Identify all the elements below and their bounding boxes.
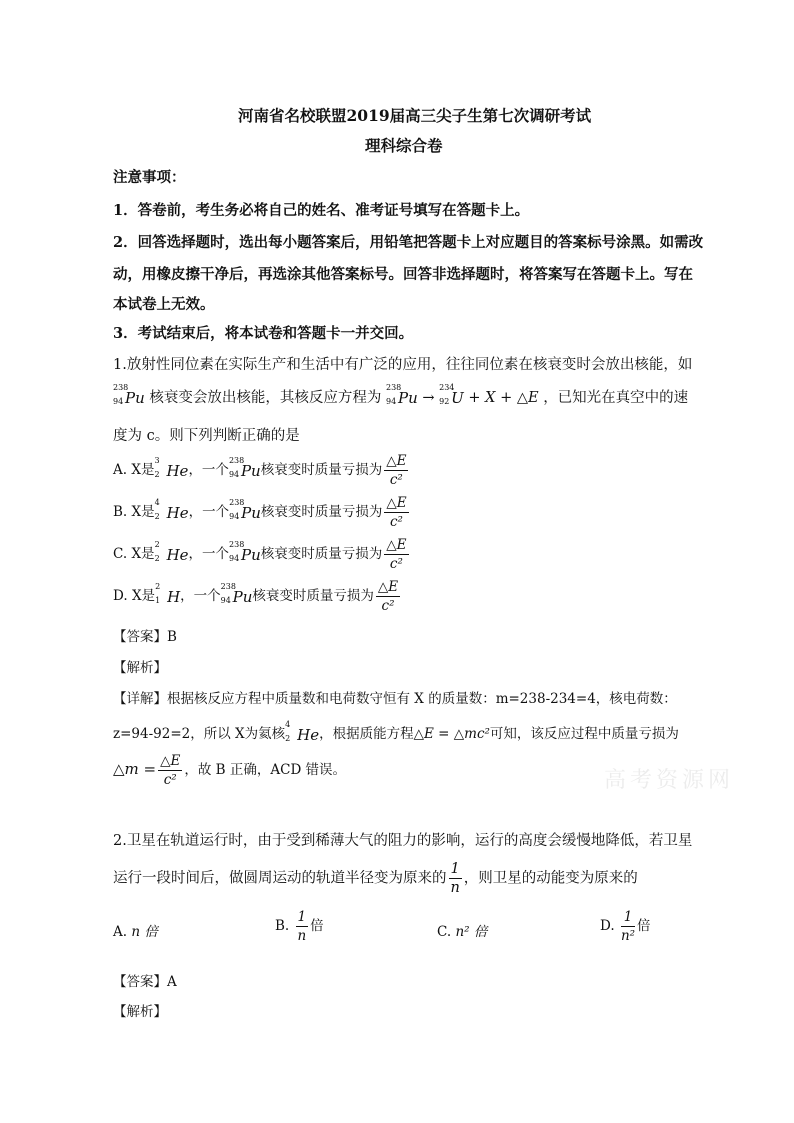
q2-analysis-heading: 【解析】 bbox=[113, 1004, 167, 1020]
q1-stem-line1: 1.放射性同位素在实际生产和生活中有广泛的应用，往往同位素在核衰变时会放出核能，如 bbox=[113, 357, 693, 373]
document-title: 河南省名校联盟2019届高三尖子生第七次调研考试 bbox=[238, 106, 592, 125]
q2-stem-line1: 2.卫星在轨道运行时，由于受到稀薄大气的阻力的影响，运行的高度会缓慢地降低，若卫星 bbox=[113, 833, 693, 849]
notice-item: 动，用橡皮擦干净后，再选涂其他答案标号。回答非选择题时，将答案写在答题卡上。写在 bbox=[113, 266, 693, 283]
q1-stem-line2: 238 94 Pu 核衰变会放出核能，其核反应方程为 238 94 Pu → 234 92 U + X + △E ，已知光在真空中的速 bbox=[113, 383, 689, 407]
notice-item: 本试卷上无效。 bbox=[113, 296, 215, 313]
fraction: $\frac{\triangle E}{\text{c²}}$ bbox=[386, 495, 407, 530]
watermark: 高考资源网 bbox=[604, 768, 735, 793]
u-isotope: 234 92 U bbox=[439, 383, 464, 407]
fraction: $\frac{1}{n}$ bbox=[297, 909, 307, 944]
q1-analysis-heading: 【解析】 bbox=[113, 660, 167, 676]
q1-option-d: D. X是 2 1 H，一个 238 94 Pu核衰变时质量亏损为 $\frac{\triangle E}{\text{c²}}$ bbox=[113, 579, 399, 614]
fraction: $\frac{\triangle E}{\text{c²}}$ bbox=[377, 579, 399, 614]
notice-item: 3．考试结束后，将本试卷和答题卡一并交回。 bbox=[113, 325, 414, 342]
q1-option-a: A. X是 3 2 He，一个 238 94 Pu核衰变时质量亏损为 $\frac{\triangle E}{\text{c²}}$ bbox=[113, 453, 407, 488]
fraction: $\frac{\triangle E}{\text{c²}}$ bbox=[160, 753, 181, 788]
q1-option-b: B. X是 4 2 He，一个 238 94 Pu核衰变时质量亏损为 $\frac{\triangle E}{\text{c²}}$ bbox=[113, 495, 407, 530]
q2-option-c: C. n² 倍 bbox=[437, 924, 488, 940]
pu-isotope: 238 94 Pu bbox=[113, 383, 145, 407]
q2-option-b: B. $\frac{1}{n}$ 倍 bbox=[275, 909, 324, 944]
notice-heading: 注意事项： bbox=[113, 169, 186, 186]
fraction: $\frac{\triangle E}{\text{c²}}$ bbox=[386, 537, 407, 572]
fraction: $\frac{1}{\text{n²}}$ bbox=[620, 909, 636, 944]
q1-detail-line1: 【详解】根据核反应方程中质量数和电荷数守恒有 X 的质量数：m=238-234=4，核电荷数： bbox=[113, 691, 677, 707]
document-subtitle: 理科综合卷 bbox=[365, 136, 443, 155]
fraction: $\frac{\triangle E}{\text{c²}}$ bbox=[386, 453, 407, 488]
q2-option-d: D. $\frac{1}{\text{n²}}$ 倍 bbox=[600, 909, 651, 944]
q1-option-c: C. X是 2 2 He，一个 238 94 Pu核衰变时质量亏损为 $\frac{\triangle E}{\text{c²}}$ bbox=[113, 537, 407, 572]
q1-answer: 【答案】B bbox=[113, 629, 177, 645]
notice-item: 1．答卷前，考生务必将自己的姓名、准考证号填写在答题卡上。 bbox=[113, 202, 530, 219]
q1-stem-line3: 度为 c。则下列判断正确的是 bbox=[113, 428, 300, 444]
notice-item: 2．回答选择题时，选出每小题答案后，用铅笔把答题卡上对应题目的答案标号涂黑。如需改 bbox=[113, 234, 704, 251]
q2-answer: 【答案】A bbox=[113, 974, 177, 990]
q2-stem-line2: 运行一段时间后，做圆周运动的轨道半径变为原来的 $\frac{1}{n}$ ，则卫星的动能变为原来的 bbox=[113, 861, 638, 896]
fraction: $\frac{1}{n}$ bbox=[450, 861, 460, 896]
q1-detail-line3: △m = $\frac{\triangle E}{\text{c²}}$ ，故 B 正确，ACD 错误。 bbox=[113, 753, 347, 788]
pu-isotope: 238 94 Pu bbox=[385, 383, 418, 407]
q2-option-a: A. n 倍 bbox=[113, 924, 158, 940]
q1-detail-line2: z=94-92=2，所以 X为氦核 4 2 He，根据质能方程△E = △mc²可知，该反应过程中质量亏损为 bbox=[113, 719, 679, 744]
